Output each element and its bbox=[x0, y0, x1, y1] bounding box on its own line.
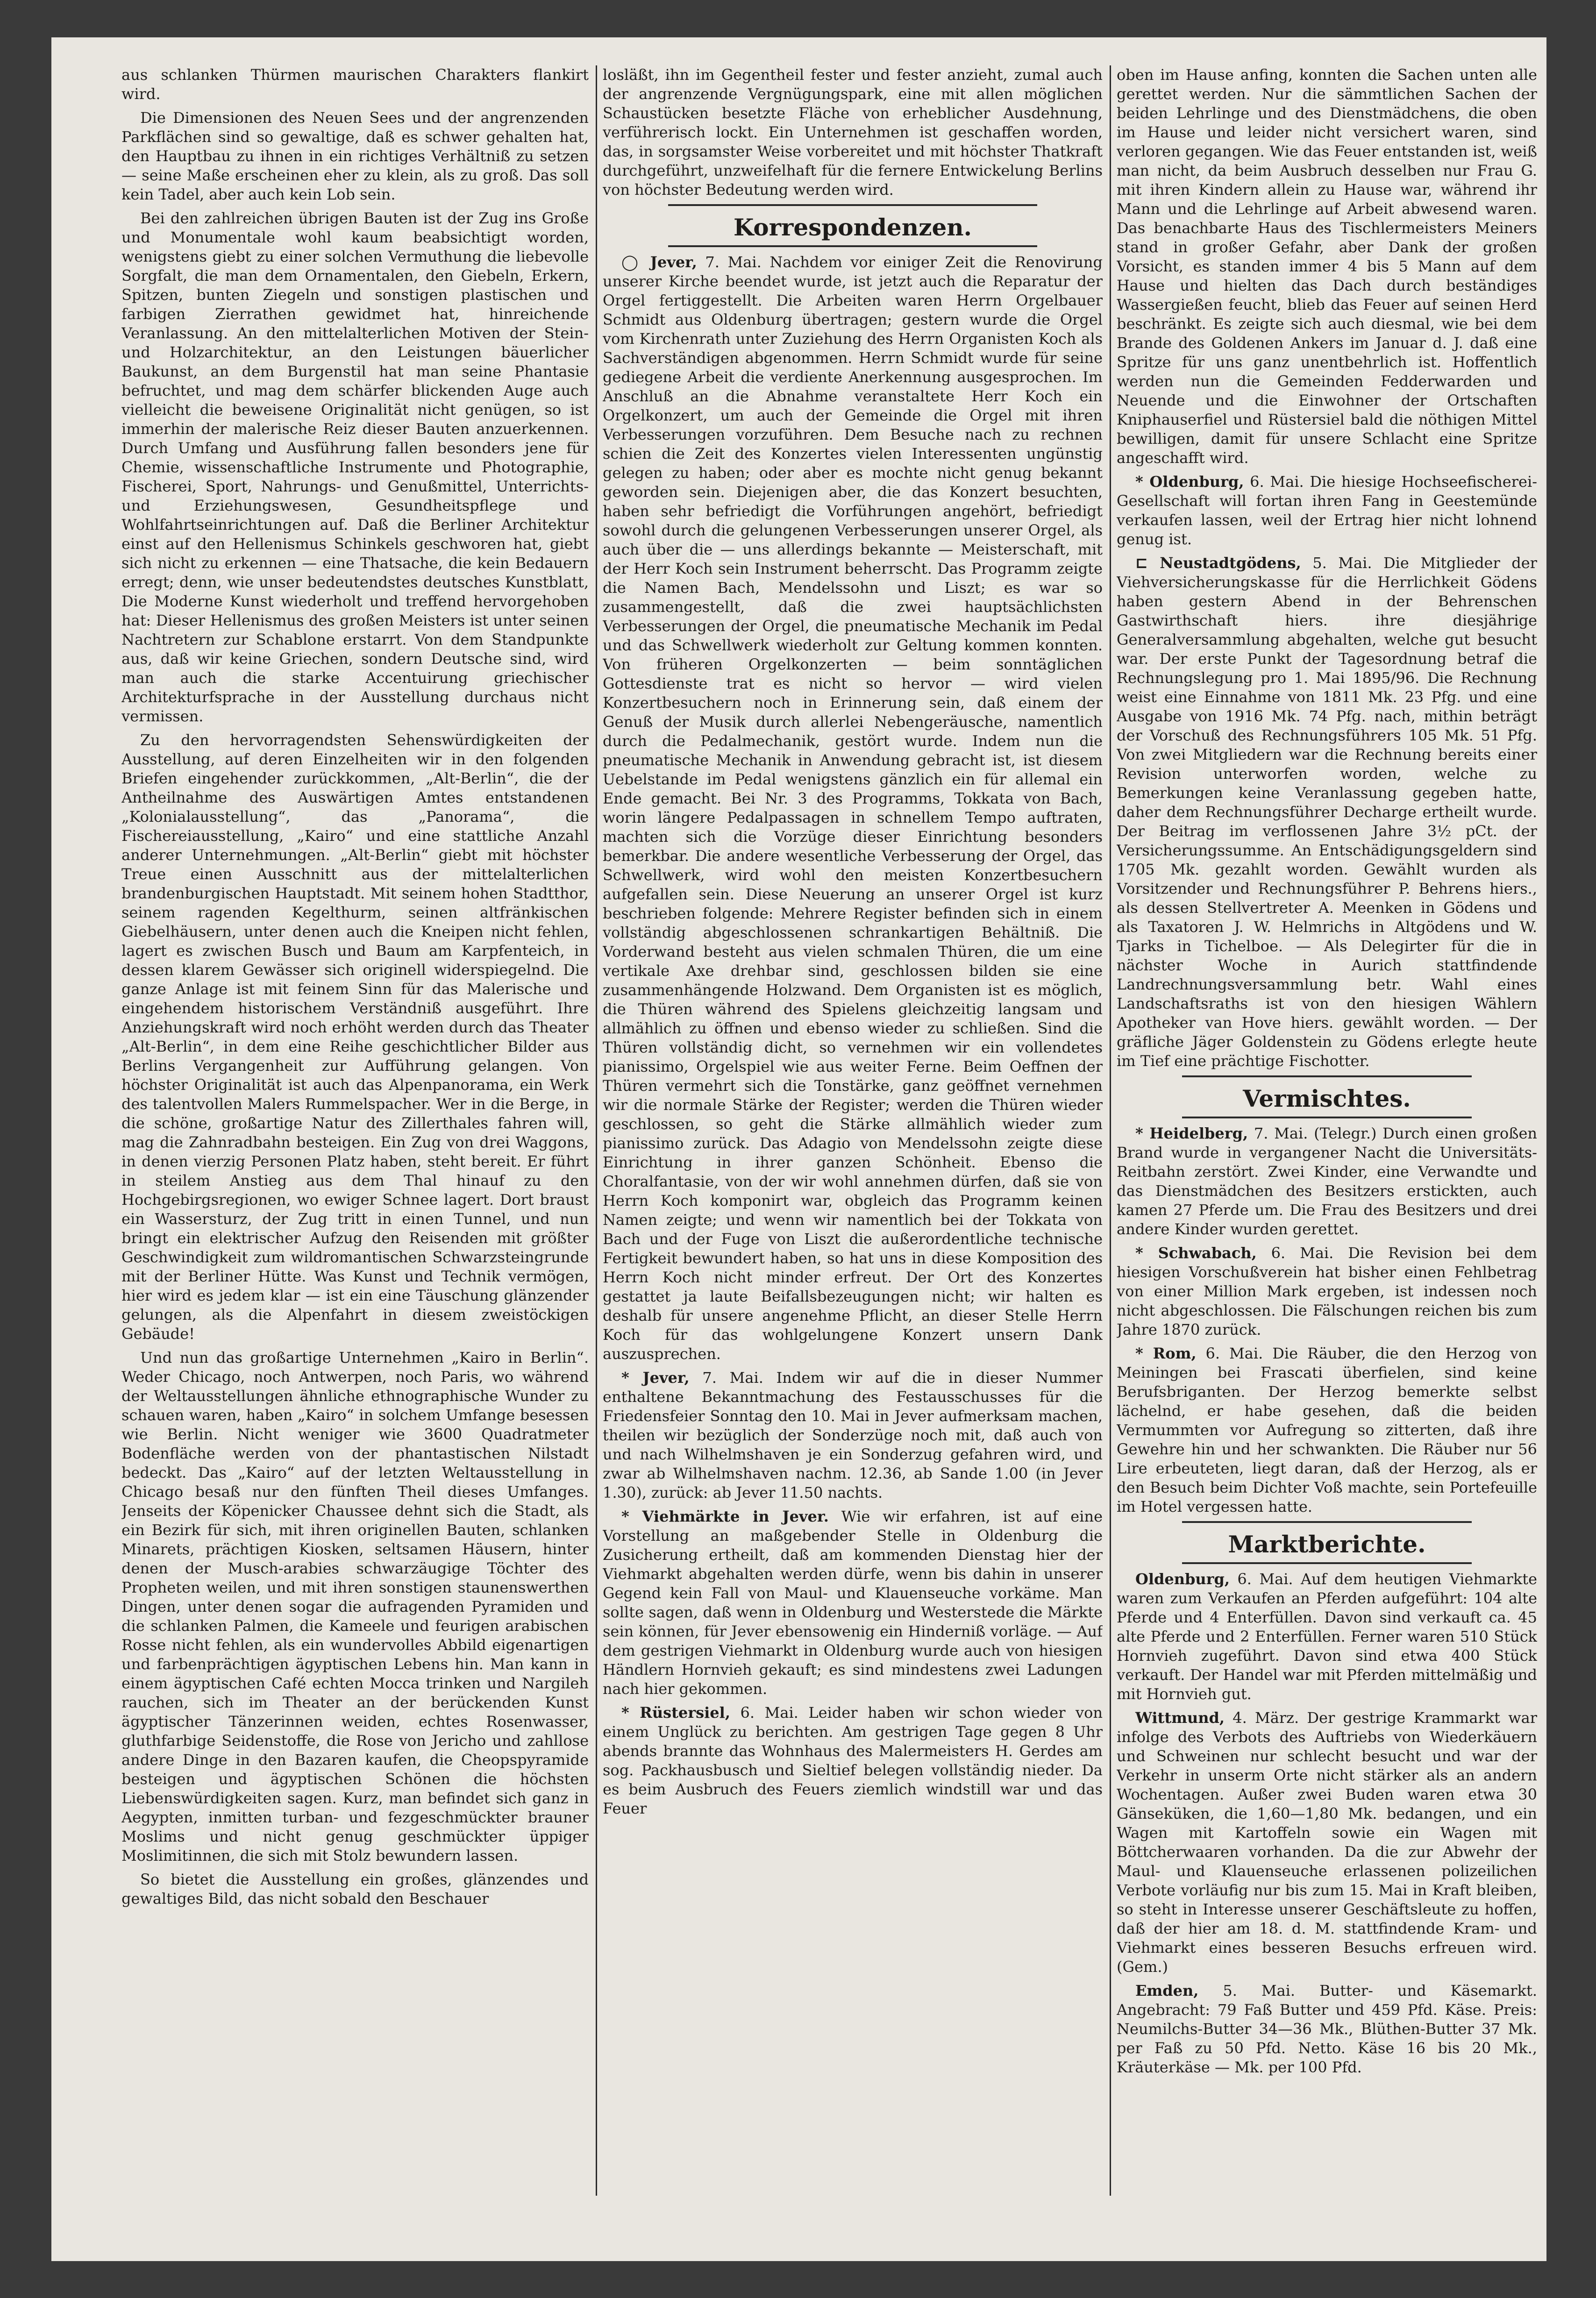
section-divider bbox=[1182, 1521, 1472, 1523]
report-dateline: Emden, bbox=[1135, 1982, 1199, 1999]
paragraph: Und nun das großartige Unternehmen „Kairo in Berlin“. Weder Chicago, noch Antwerpen, noch Paris, wo während der Weltausstellungen ähnliche ethnographische Wunder zu schauen waren, haben „Kairo“ in solchem Umfange besessen wie Berlin. Nicht weniger wie 3600 Quadratmeter Bodenfläche werden von der phantastischen Nilstadt bedeckt. Das „Kairo“ auf der letzten Weltausstellung in Chicago besaß nur den fünften Theil dieses Umfanges. Jenseits der Köpenicker Chaussee dehnt sich die Stadt, als ein Bezirk für sich, mit ihren originellen Bauten, schlanken Minarets, prächtigen Kiosken, seltsamen Häusern, hinter denen der Musch-arabies schwarzäugige Töchter des Propheten weilen, und mit ihren sonstigen staunenswerthen Dingen, unter denen sogar die aufragenden Pyramiden und die schlanken Palmen, die Kameele und feurigen arabischen Rosse nicht fehlen, als ein wundervolles Abbild eigenartigen und farbenprächtigen ägyptischen Lebens hin. Man kann in einem ägyptischen Café echten Mocca trinken und Nargileh rauchen, sich im Theater an der berückenden Kunst ägyptischer Tänzerinnen weiden, echtes Rosenwasser, gluthfarbige Seidenstoffe, die Rose von Jericho und zahllose andere Dinge in den Bazaren kaufen, die Cheopspyramide besteigen und ägyptischen Schönen die höchsten Liebenswürdigkeiten sagen. Kurz, man befindet sich ganz in Aegypten, inmitten turban- und fezgeschmückter brauner Moslims und nicht genug geschmückter üppiger Moslimitinnen, die sich mit Stolz bewundern lassen. bbox=[121, 1349, 589, 1864]
section-divider bbox=[1182, 1562, 1472, 1564]
report bbox=[1117, 554, 1537, 1071]
report-text: 6. Mai. Leider haben wir schon wieder von einem Unglück zu berichten. Am gestrigen Tage gegen 8 Uhr abends brannte das Wohnhaus des Malermeisters H. Gerdes am sog. Packhausbusch und Sieltief belegen vollständig nieder. Da es beim Ausbruch des Feuers ziemlich windstill war und das Feuer bbox=[603, 1704, 1103, 1817]
report bbox=[603, 1703, 1103, 1818]
report-dateline: ◯ Jever, bbox=[621, 253, 697, 271]
report-text: 7. Mai. Indem wir auf die in dieser Nummer enthaltene Bekanntmachung des Festausschusses für die Friedensfeier Sonntag den 10. Mai in Jever aufmerksam machen, theilen wir bezüglich der Sonderzüge noch mit, daß auch von und nach Wilhelmshaven je ein Sonderzug gefahren wird, und zwar ab Wilhelmshaven nachm. 12.36, ab Sande 1.00 (in Jever 1.30), zurück: ab Jever 11.50 nachts. bbox=[603, 1369, 1103, 1501]
column-3 bbox=[1117, 65, 1537, 2214]
section-heading-marktberichte: Marktberichte. bbox=[1228, 1530, 1426, 1558]
report-text: 6. Mai. Die Revision bei dem hiesigen Vorschußverein hat bisher einen Fehlbetrag von einer Million Mark ergeben, ist indessen noch nicht abgeschlossen. Die Fälschungen reichen bis zum Jahre 1870 zurück. bbox=[1117, 1244, 1537, 1338]
report-dateline: * Viehmärkte in Jever. bbox=[621, 1508, 829, 1525]
newspaper-page bbox=[51, 37, 1546, 2261]
paragraph: aus schlanken Thürmen maurischen Charakters flankirt wird. bbox=[121, 66, 589, 103]
paragraph: losläßt, ihn im Gegentheil fester und fester anzieht, zumal auch der angrenzende Vergnügungspark, eine mit allen möglichen Schaustücken besetzte Fläche von erheblicher Ausdehnung, verführerisch lockt. Ein Unternehmen ist geschaffen worden, das, in sorgsamster Weise vorbereitet und mit höchster Thatkraft durchgeführt, unzweifelhaft für die fernere Entwickelung Berlins von höchster Bedeutung werden wird. bbox=[603, 66, 1103, 199]
paragraph: So bietet die Ausstellung ein großes, glänzendes und gewaltiges Bild, das nicht sobald den Beschauer bbox=[121, 1871, 589, 1907]
section-heading-korrespondenzen: Korrespondenzen. bbox=[733, 213, 972, 241]
report-text: Wie wir erfahren, ist auf eine Vorstellung an maßgebender Stelle in Oldenburg die Zusicherung ertheilt, daß am kommenden Dienstag hier der Viehmarkt abgehalten werden dürfe, wenn bis dahin in unserer Gegend kein Fall von Maul- und Klauenseuche vorkäme. Man sollte sagen, daß wenn in Oldenburg und Westerstede die Märkte sein können, für Jever ebensowenig ein Hinderniß vorläge. — Auf dem gestrigen Viehmarkt in Oldenburg wurde auch von hiesigen Händlern Hornvieh gekauft; es sind mindestens zwei Ladungen nach hier gekommen. bbox=[603, 1508, 1103, 1698]
section-divider bbox=[668, 245, 1037, 247]
report bbox=[603, 253, 1103, 1364]
column-rule bbox=[596, 65, 597, 2196]
report-text: 7. Mai. (Telegr.) Durch einen großen Brand wurde in vergangener Nacht die Universitäts-Reitbahn zerstört. Zwei Kinder, eine Verwandte und das Dienstmädchen des Besitzers erstickten, auch kamen 27 Pferde um. Die Frau des Besitzers und drei andere Kinder wurden gerettet. bbox=[1117, 1124, 1537, 1238]
report bbox=[603, 1507, 1103, 1699]
report bbox=[1117, 1344, 1537, 1516]
report-dateline: * Schwabach, bbox=[1135, 1244, 1257, 1262]
report bbox=[1117, 472, 1537, 549]
report bbox=[1117, 1708, 1537, 1977]
report-text: 6. Mai. Auf dem heutigen Viehmarkte waren zum Verkaufen an Pferden aufgeführt: 104 alte Pferde und 4 Enterfüllen. Davon sind verkauft ca. 45 alte Pferde und 2 Enterfüllen. Ferner waren 510 Stück Hornvieh zugeführt. Davon sind etwa 400 Stück verkauft. Der Handel war mit Pferden mittelmäßig und mit Hornvieh gut. bbox=[1117, 1570, 1537, 1703]
report-dateline: * Rom, bbox=[1135, 1345, 1197, 1362]
report-text: 4. März. Der gestrige Krammarkt war infolge des Verbots des Auftriebs von Wiederkäuern und Schweinen nur schlecht besucht und war der Verkehr in unserm Orte nicht stärker als an andern Wochentagen. Außer zwei Buden waren etwa 30 Gänseküken, die 1,60—1,80 Mk. bedangen, und ein Wagen mit Kartoffeln sowie ein Wagen mit Böttcherwaaren vorhanden. Da die zur Abwehr der Maul- und Klauenseuche erlassenen polizeilichen Verbote vorläufig nur bis zum 15. Mai in Kraft bleiben, so steht in Interesse unserer Geschäftsleute zu hoffen, daß der hier am 18. d. M. stattfindende Kram- und Viehmarkt eines besseren Besuchs erfreuen wird. (Gem.) bbox=[1117, 1709, 1537, 1976]
report-dateline: * Heidelberg, bbox=[1135, 1124, 1248, 1142]
report-dateline: Wittmund, bbox=[1135, 1709, 1225, 1727]
report-text: 5. Mai. Die Mitglieder der Viehversicherungskasse für die Herrlichkeit Gödens haben gestern Abend in der Behrenschen Gastwirthschaft hiers. ihre diesjährige Generalversammlung abgehalten, welche gut besucht war. Der erste Punkt der Tagesordnung betraf die Rechnungslegung pro 1. Mai 1895/96. Die Rechnung weist eine Einnahme von 1811 Mk. 23 Pfg. und eine Ausgabe von 1916 Mk. 74 Pfg. nach, mithin beträgt der Vorschuß des Rechnungsführers 105 Mk. 51 Pfg. Von zwei Mitgliedern war die Rechnung bereits einer Revision unterworfen worden, welche zu Bemerkungen keine Veranlassung gegeben hatte, daher dem Rechnungsführer Decharge ertheilt wurde. Der Beitrag im verflossenen Jahre 3½ pCt. der Versicherungssumme. An Entschädigungsgeldern sind 1705 Mk. gezahlt worden. Gewählt wurden als Vorsitzender und Rechnungsführer P. Behrens hiers., als dessen Stellvertreter A. Meenken in Gödens und als Taxatoren J. W. Helmrichs in Altgödens und W. Tjarks in Tichelboe. — Als Delegirter für die in nächster Woche in Aurich stattfindende Landrechnungsversammlung betr. Wahl eines Landschaftsraths ist von den hiesigen Wählern Apotheker van Hove hiers. gewählt worden. — Der gräfliche Jäger Goldenstein zu Gödens erlegte heute im Tief eine prächtige Fischotter. bbox=[1117, 554, 1537, 1070]
report-text: 7. Mai. Nachdem vor einiger Zeit die Renovirung unserer Kirche beendet wurde, ist jetzt auch die Reparatur der Orgel fertiggestellt. Die Arbeiten waren Herrn Orgelbauer Schmidt aus Oldenburg übertragen; gestern wurde die Orgel vom Kirchenrath unter Zuziehung des Herrn Organisten Koch als Sachverständigen abgenommen. Herrn Schmidt wurde für seine gediegene Arbeit die verdiente Anerkennung ausgesprochen. Im Anschluß an die Abnahme veranstaltete Herr Koch ein Orgelkonzert, um auch der Gemeinde die Orgel mit ihren Verbesserungen vorzuführen. Dem Besuche nach zu rechnen schien die Zeit des Konzertes vielen Interessenten ungünstig gelegen zu haben; oder aber es mochte nicht genug bekannt geworden sein. Diejenigen aber, die das Konzert besuchten, haben sehr befriedigt die Vorführungen angehört, befriedigt sowohl durch die gelungenen Verbesserungen unserer Orgel, als auch über die — uns allerdings bekannte — Meisterschaft, mit der Herr Koch sein Instrument beherrscht. Das Programm zeigte die Namen Bach, Mendelssohn und Liszt; es war so zusammengestellt, daß die zwei hauptsächlichsten Verbesserungen der Orgel, die pneumatische Mechanik im Pedal und das Schwellwerk wiederholt zur Geltung kommen konnten. Von früheren Orgelkonzerten — beim sonntäglichen Gottesdienste trat es nicht so hervor — wird vielen Konzertbesuchern noch in Erinnerung sein, daß einem der Genuß der Musik durch allerlei Nebengeräusche, namentlich durch die Pedalmechanik, gestört wurde. Indem nun die pneumatische Mechanik in Anwendung gebracht ist, ist diesem Uebelstande im Pedal wenigstens gänzlich ein für allemal ein Ende gemacht. Bei Nr. 3 des Programms, Tokkata von Bach, worin längere Pedalpassagen in schnellem Tempo auftraten, machten sich die Vorzüge dieser Einrichtung besonders bemerkbar. Die andere wesentliche Verbesserung der Orgel, das Schwellwerk, wird wohl den meisten Konzertbesuchern aufgefallen sein. Diese Neuerung an unserer Orgel ist kurz beschrieben folgende: Mehrere Register befinden sich in einem vollständig abgeschlossenen schrankartigen Behältniß. Die Vorderwand besteht aus vielen schmalen Thüren, die um eine vertikale Axe drehbar sind, geschlossen bilden sie eine zusammenhängende Holzwand. Dem Organisten ist es möglich, die Thüren während des Spielens gleichzeitig langsam und allmählich zu öffnen und ebenso wieder zu schließen. Sind die Thüren vollständig dicht, so vernehmen wir ein vollendetes pianissimo, Orgelspiel wie aus weiter Ferne. Beim Oeffnen der Thüren vermehrt sich die Tonstärke, ganz geöffnet vernehmen wir die normale Stärke der Register; werden die Thüren wieder geschlossen, so geht die Stärke allmählich wieder zum pianissimo zurück. Das Adagio von Mendelssohn zeigte diese Einrichtung in ihrer ganzen Schönheit. Ebenso die Choralfantasie, von der wir wohl annehmen dürfen, daß sie von Herrn Koch komponirt war, obgleich das Programm keinen Namen zeigte; und wenn wir namentlich bei der Tokkata von Bach und der Fuge von Liszt die außerordentliche technische Fertigkeit bewundert haben, so hat uns in diese Komposition des Herrn Koch nicht minder erfreut. Der Ort des Konzertes gestattet ja laute Beifallsbezeugungen nicht; wir halten es deshalb für unsere angenehme Pflicht, an dieser Stelle Herrn Koch für das wohlgelungene Konzert unsern Dank auszusprechen. bbox=[603, 253, 1103, 1363]
section-divider bbox=[1182, 1075, 1472, 1077]
column-2 bbox=[603, 65, 1103, 2214]
report-dateline: ⊏ Neustadtgödens, bbox=[1135, 554, 1301, 572]
paragraph: Bei den zahlreichen übrigen Bauten ist der Zug ins Große und Monumentale wohl kaum beabsichtigt worden, wenigstens giebt zu einer solchen Vermuthung die liebevolle Sorgfalt, die man dem Ornamentalen, den Giebeln, Erkern, Spitzen, bunten Ziegeln und sonstigen plastischen und farbigen Zierrathen gewidmet hat, hinreichende Veranlassung. An den mittelalterlichen Motiven der Stein- und Holzarchitektur, an den Leistungen bäuerlicher Baukunst, an dem Burgenstil hat man seine Phantasie befruchtet, und mag dem schärfer blickenden Auge auch vielleicht die beweisene Originalität nicht genügen, so ist immerhin der malerische Reiz dieser Bauten anzuerkennen. Durch Umfang und Ausführung fallen besonders jene für Chemie, wissenschaftliche Instrumente und Photographie, Fischerei, Sport, Nahrungs- und Genußmittel, Unterrichts- und Erziehungswesen, Gesundheitspflege und Wohlfahrtseinrichtungen auf. Daß die Berliner Architektur einst auf den Hellenismus Schinkels geschworen hat, giebt sich nicht zu erkennen — eine Thatsache, die kein Bedauern erregt; denn, wie unser bedeutendstes deutsches Kunstblatt, Die Moderne Kunst wiederholt und treffend hervorgehoben hat: Dieser Hellenismus des großen Meisters ist unter seinen Nachtretern zur Schablone erstarrt. Von dem Standpunkte aus, daß wir keine Griechen, sondern Deutsche sind, wird man auch die starke Accentuirung griechischer Architekturfsprache in der Ausstellung durchaus nicht vermissen. bbox=[121, 209, 589, 725]
section-divider bbox=[668, 204, 1037, 206]
paragraph: Zu den hervorragendsten Sehenswürdigkeiten der Ausstellung, auf deren Einzelheiten wir in den folgenden Briefen eingehender zurückkommen, „Alt-Berlin“, die der Antheilnahme des Auswärtigen Amtes entstandenen „Kolonialausstellung“, das „Panorama“, die Fischereiausstellung, „Kairo“ und eine stattliche Anzahl anderer Unternehmungen. „Alt-Berlin“ giebt mit höchster Treue einen Ausschnitt aus der mittelalterlichen brandenburgischen Hauptstadt. Mit seinem hohen Stadtthor, seinem ragenden Kegelthurm, seinen altfränkischen Giebelhäusern, unter denen auch die Kneipen nicht fehlen, lagert es zwischen Busch und Baum am Karpfenteich, in dessen klarem Gewässer sich originell widerspiegelnd. Die ganze Anlage ist mit feinem Sinn für das Malerische und eingehendem historischem Verständniß ausgeführt. Ihre Anziehungskraft wird noch erhöht werden durch das Theater „Alt-Berlin“, in dem eine Reihe geschichtlicher Bilder aus Berlins Vergangenheit zur Aufführung gelangen. Von höchster Originalität ist auch das Alpenpanorama, ein Werk des talentvollen Malers Rummelspacher. Wer in die Berge, in die schöne, großartige Natur des Zillerthales fahren will, mag die Zahnradbahn besteigen. Ein Zug von drei Waggons, in denen vierzig Personen Platz haben, steht bereit. Er führt in steilem Anstieg aus dem Thal hinauf zu den Hochgebirgsregionen, wo ewiger Schnee lagert. Dort braust ein Wassersturz, der Zug tritt in einen Tunnel, und nun bringt ein elektrischer Aufzug den Reisenden mit größter Geschwindigkeit zum wildromantischen Schwarzsteingrunde mit der Berliner Hütte. Was Kunst und Technik vermögen, hier wird es jedem klar — ist ein eine Täuschung glänzender gelungen, als die Alpenfahrt in diesem zweistöckigen Gebäude! bbox=[121, 731, 589, 1343]
report-dateline: Oldenburg, bbox=[1135, 1570, 1230, 1588]
section-divider bbox=[1182, 1117, 1472, 1118]
column-rule bbox=[1110, 65, 1111, 2196]
report bbox=[1117, 1124, 1537, 1239]
report bbox=[1117, 1981, 1537, 2077]
paragraph: oben im Hause anfing, konnten die Sachen unten alle gerettet werden. Nur die sämmtlichen Sachen der beiden Lehrlinge und des Dienstmädchens, die oben im Hause und leider nicht versichert waren, sind verloren gegangen. Wie das Feuer entstanden ist, weiß man nicht, da beim Ausbruch desselben nur Frau G. mit ihren Kindern allein zu Hause war, während ihr Mann und die Lehrlinge auf Arbeit abwesend waren. Das benachbarte Haus des Tischlermeisters Meiners stand in großer Gefahr, aber Dank der großen Vorsicht, es standen immer 4 bis 5 Mann auf dem Hause und hielten das Dach durch beständiges Wassergießen feucht, blieb das Feuer auf seinen Herd beschränkt. Es zeigte sich auch diesmal, wie bei dem Brande des Goldenen Ankers im Januar d. J. daß eine Spritze für uns ganz unentbehrlich ist. Hoffentlich werden nun die Gemeinden Fedderwarden und Neuende und die Einwohner der Ortschaften Kniphauserfiel und Rüstersiel bald die nöthigen Mittel bewilligen, damit für unsere Schlacht eine Spritze angeschafft wird. bbox=[1117, 66, 1537, 467]
report-text: 5. Mai. Butter- und Käsemarkt. Angebracht: 79 Faß Butter und 459 Pfd. Käse. Preis: Neumilchs-Butter 34—36 Mk., Blüthen-Butter 37 Mk. per Faß zu 50 Pfd. Netto. Käse 16 bis 20 Mk., Kräuterkäse — Mk. per 100 Pfd. bbox=[1117, 1982, 1537, 2076]
report-dateline: * Rüstersiel, bbox=[621, 1704, 730, 1722]
report-text: 6. Mai. Die Räuber, die den Herzog von Meiningen bei Frascati überfielen, sind keine Berufsbriganten. Der Herzog bemerkte selbst lächelnd, er habe gesehen, daß die beiden Vermummten vor Aufregung so zitterten, daß ihre Gewehre hin und her schwankten. Die Räuber nur 56 Lire erbeuteten, liegt daran, daß der Herzog, als er den Besuch beim Dichter Voß machte, sein Portefeuille im Hotel vergessen hatte. bbox=[1117, 1345, 1537, 1515]
report bbox=[603, 1368, 1103, 1502]
paragraph: Die Dimensionen des Neuen Sees und der angrenzenden Parkflächen sind so gewaltige, daß es schwer gehalten hat, den Hauptbau zu ihnen in ein richtiges Verhältniß zu setzen — seine Maße erscheinen eher zu klein, als zu groß. Das soll kein Tadel, aber auch kein Lob sein. bbox=[121, 109, 589, 203]
report-dateline: * Jever, bbox=[621, 1369, 690, 1387]
report-dateline: * Oldenburg, bbox=[1135, 473, 1244, 491]
section-heading-vermischtes: Vermischtes. bbox=[1243, 1085, 1411, 1112]
report bbox=[1117, 1570, 1537, 1704]
column-1 bbox=[121, 65, 589, 2214]
report bbox=[1117, 1244, 1537, 1339]
report-text: 6. Mai. Die hiesige Hochseefischerei-Gesellschaft will fortan ihren Fang in Geestemünde verkaufen lassen, weil der Ertrag hier nicht lohnend genug ist. bbox=[1117, 473, 1537, 548]
